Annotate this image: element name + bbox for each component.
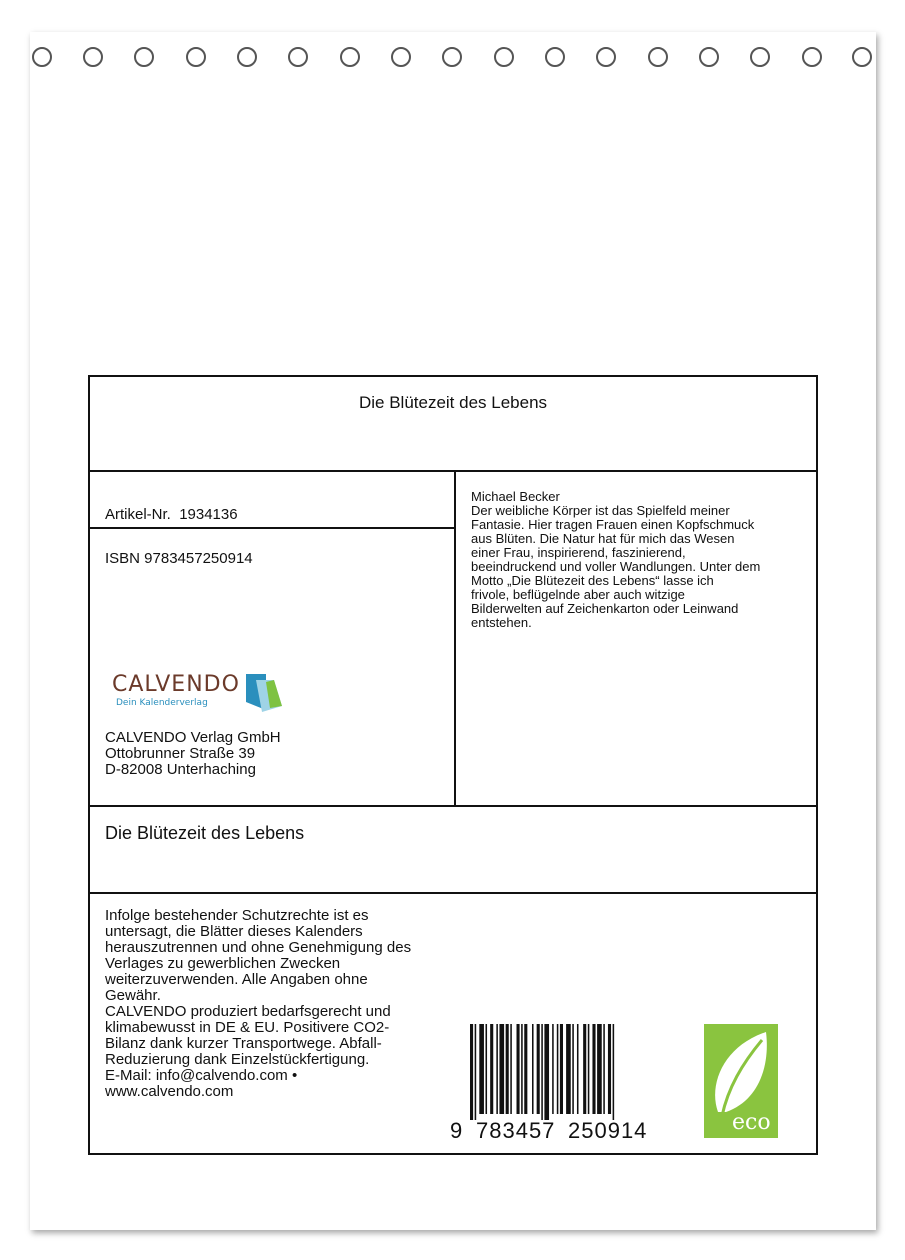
barcode-bar <box>544 1024 549 1120</box>
isbn-barcode <box>450 1024 658 1143</box>
barcode-bar <box>566 1024 571 1114</box>
binding-ring <box>596 47 616 67</box>
barcode-bar <box>552 1024 554 1114</box>
barcode-bar <box>608 1024 611 1114</box>
binding-ring <box>442 47 462 67</box>
article-cell <box>88 470 456 529</box>
barcode-digits-group2: 250914 <box>568 1118 648 1143</box>
binding-ring <box>83 47 103 67</box>
barcode-bar <box>560 1024 563 1114</box>
binding-ring <box>186 47 206 67</box>
author-cell <box>454 470 818 807</box>
binding-ring <box>648 47 668 67</box>
barcode-bar <box>577 1024 579 1114</box>
barcode-bar <box>486 1024 488 1114</box>
binding-rings <box>0 0 905 80</box>
barcode-bar <box>557 1024 559 1114</box>
binding-ring <box>750 47 770 67</box>
barcode-bar <box>541 1024 543 1120</box>
barcode-bar <box>588 1024 590 1114</box>
subtitle-text: Die Blütezeit des Lebens <box>105 823 305 843</box>
publisher-cell <box>88 527 456 807</box>
barcode-bar <box>592 1024 595 1114</box>
barcode-bar <box>597 1024 602 1114</box>
subtitle-box <box>88 805 818 895</box>
barcode-bar <box>510 1024 512 1114</box>
binding-ring <box>237 47 257 67</box>
barcode-bar <box>572 1024 574 1114</box>
logo-mark-icon <box>244 672 284 714</box>
publisher-city: D-82008 Unterhaching <box>105 761 256 778</box>
binding-ring <box>340 47 360 67</box>
barcode-bar <box>499 1024 504 1114</box>
isbn-text: ISBN 9783457250914 <box>105 550 253 567</box>
logo-wordmark: CALVENDO <box>112 672 240 697</box>
barcode-bar <box>496 1024 498 1114</box>
eco-label: eco <box>732 1110 771 1135</box>
article-label: Artikel-Nr. <box>105 506 171 523</box>
barcode-digit-first: 9 <box>450 1118 463 1143</box>
article-number <box>105 491 238 523</box>
barcode-bar <box>479 1024 484 1114</box>
barcode-bar <box>506 1024 509 1114</box>
barcode-bar <box>613 1024 615 1120</box>
barcode-bar <box>603 1024 605 1114</box>
barcode-bar <box>532 1024 534 1114</box>
binding-ring <box>494 47 514 67</box>
binding-ring <box>32 47 52 67</box>
title-box <box>88 375 818 472</box>
binding-ring <box>288 47 308 67</box>
binding-ring <box>391 47 411 67</box>
eco-badge <box>704 1024 778 1138</box>
binding-ring <box>545 47 565 67</box>
binding-ring <box>699 47 719 67</box>
barcode-digits-group1: 783457 <box>476 1118 556 1143</box>
binding-ring <box>134 47 154 67</box>
barcode-bar <box>470 1024 473 1120</box>
legal-text: Infolge bestehender Schutzrechte ist es untersagt, die Blätter dieses Kalenders herauszutrennen und ohne Genehmigung des Verlages zu gewerblichen Zwecken weiterzuverwenden. Alle Angaben ohne Gewähr. CALVENDO produziert bedarfsgerecht und klimabewusst in DE & EU. Positivere CO2- Bilanz dank kurzer Transportwege. Abfall- Reduzierung dank Einzelstückfertigung. E-Mail: info@calvendo.com • www.calvendo.com <box>105 907 412 1100</box>
logo-tagline: Dein Kalenderverlag <box>116 698 208 708</box>
barcode-bar <box>517 1024 520 1114</box>
page-title: Die Blütezeit des Lebens <box>358 393 548 412</box>
publisher-street: Ottobrunner Straße 39 <box>105 745 256 762</box>
barcode-bar <box>475 1024 477 1120</box>
article-value: 1934136 <box>179 506 238 523</box>
barcode-bar <box>490 1024 493 1114</box>
barcode-bar <box>537 1024 540 1114</box>
author-description: Michael Becker Der weibliche Körper ist das Spielfeld meiner Fantasie. Hier tragen Frauen einen Kopfschmuck aus Blüten. Die Natur hat für mich das Wesen einer Frau, inspirierend, faszinierend, beeindruckend und voller Wandlungen. Unter dem Motto „Die Blütezeit des Lebens“ lasse ich frivole, beflügelnde aber auch witzige Bilderwelten auf Zeichenkarton oder Leinwand entstehen. <box>471 489 761 630</box>
binding-ring <box>852 47 872 67</box>
barcode-bar <box>521 1024 523 1114</box>
barcode-bar <box>583 1024 586 1114</box>
barcode-bar <box>524 1024 527 1114</box>
barcode-bars <box>468 1024 658 1120</box>
calvendo-logo <box>112 672 292 718</box>
publisher-name: CALVENDO Verlag GmbH <box>105 729 281 746</box>
binding-ring <box>802 47 822 67</box>
